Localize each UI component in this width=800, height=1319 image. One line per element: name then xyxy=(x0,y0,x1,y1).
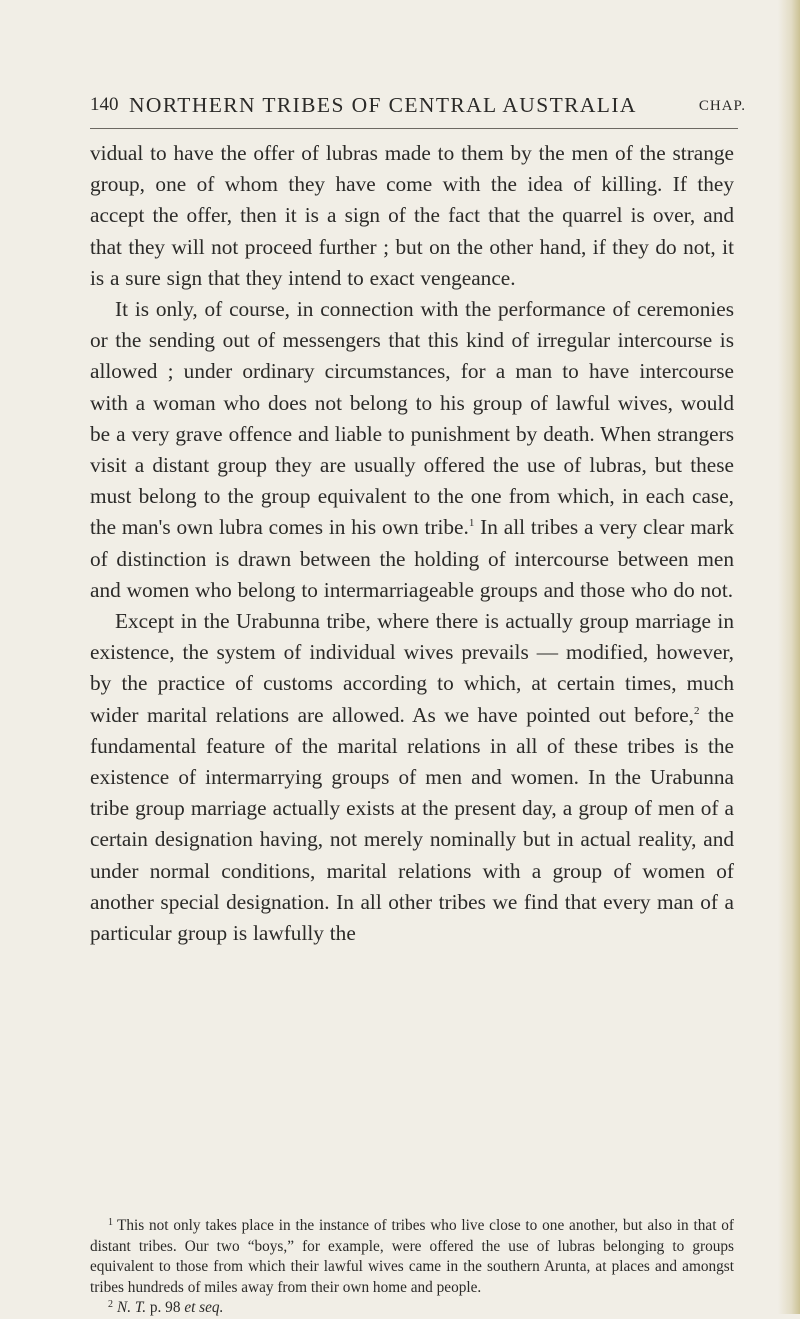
paragraph-2-text-a: It is only, of course, in connection with the performance of ceremonies or the sending out of messengers that this kind of irregular intercourse is allowed ; under ordinary circumstances, for a man to have intercourse with a woman who does not belong to his group of lawful wives, would be a very grave offence and liable to punishment by death. When strangers visit a distant group they are usually offered the use of lubras, but these must belong to the group equivalent to the one from which, in each case, the man's own lubra comes in his own tribe. xyxy=(90,297,734,540)
footnote-2-ref: N. T. xyxy=(117,1299,147,1317)
footnote-ref-2: 2 xyxy=(694,704,700,717)
footnote-2 xyxy=(90,1298,734,1319)
paragraph-1 xyxy=(90,138,734,294)
running-header xyxy=(90,88,746,122)
page-number: 140 xyxy=(90,94,119,115)
body-text xyxy=(90,138,734,949)
footnote-2-page: p. 98 xyxy=(146,1299,185,1317)
paragraph-3-text-a: Except in the Urabunna tribe, where there is actually group marriage in existence, the system of individual wives prevails — modified, however, by the practice of customs according to which, at certain times, much wider marital relations are allowed. As we have pointed out before, xyxy=(90,609,734,727)
footnote-ref-1: 1 xyxy=(468,517,475,530)
footnote-2-seq: et seq. xyxy=(184,1299,224,1317)
page-content xyxy=(90,88,746,1317)
footnote-1-mark: 1 xyxy=(108,1217,113,1228)
paragraph-3-text-b: the fundamental feature of the marital relations in all of these tribes is the existence of intermarrying groups of men and women. In the Urabunna tribe group marriage actually exists at the present day, a group of men of a certain designation having, not merely nominally but in actual reality, and under normal conditions, marital relations with a group of women of another special designation. In all other tribes we find that every man of a particular group is lawfully the xyxy=(90,702,734,946)
paragraph-2-text-b: In all tribes a very clear mark of distinction is drawn between the holding of intercourse between men and women who belong to intermarriageable groups and those who do not. xyxy=(90,515,734,602)
footnote-1-text: This not only takes place in the instance of tribes who live close to one another, but also in that of distant tribes. Our two “boys,” for example, were offered the use of lubras belonging to groups equivalent to those from which their lawful wives came in the southern Arunta, at places and amongst tribes hundreds of miles away from their own home and people. xyxy=(90,1217,734,1296)
paragraph-1-text: vidual to have the offer of lubras made to them by the men of the strange group, one of whom they have come with the idea of killing. If they accept the offer, then it is a sign of the fact that the quarrel is over, and that they will not proceed further ; but on the other hand, if they do not, it is a sure sign that they intend to exact vengeance. xyxy=(90,141,734,290)
footnotes xyxy=(90,1216,734,1319)
paragraph-3 xyxy=(90,606,734,949)
running-title: NORTHERN TRIBES OF CENTRAL AUSTRALIA xyxy=(129,93,637,117)
chapter-abbrev: CHAP. xyxy=(698,98,746,114)
footnote-1 xyxy=(90,1216,734,1298)
paragraph-2 xyxy=(90,294,734,606)
page-edge-shadow xyxy=(778,0,800,1314)
header-rule xyxy=(90,128,738,129)
footnote-2-mark: 2 xyxy=(108,1299,113,1311)
